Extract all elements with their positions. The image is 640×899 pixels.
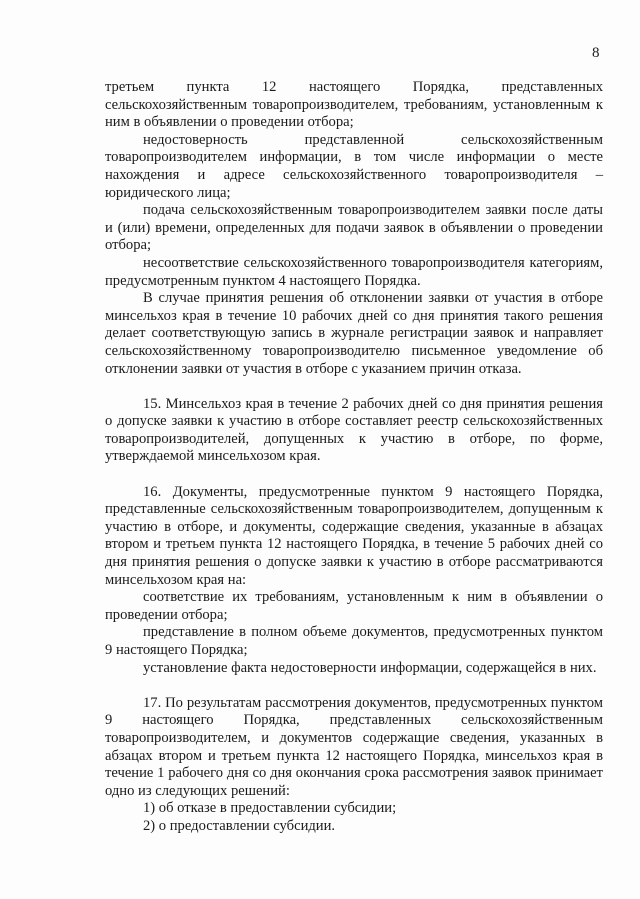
paragraph-clause-16: 16. Документы, предусмотренные пунктом 9 настоящего Порядка, представленные сельскохозяйственным товаропроизводителем, допущенным к участию в отборе, и документы, содержащие сведения, указанные в абзацах втором и третьем пункта 12 настоящего Порядка, в течение 5 рабочих дней со дня принятия решения о допуске заявки к участию в отборе рассматриваются минсельхозом края на: (105, 483, 603, 588)
paragraph-list-item: 1) об отказе в предоставлении субсидии; (143, 800, 397, 817)
paragraph-list-item: несоответствие сельскохозяйственного товаропроизводителя категориям, предусмотренным пунктом 4 настоящего Порядка. (105, 254, 603, 289)
paragraph-list-item: подача сельскохозяйственным товаропроизводителем заявки после даты и (или) времени, определенных для подачи заявок в объявлении о проведении отбора; (105, 202, 603, 254)
paragraph-clause-17: 17. По результатам рассмотрения документов, предусмотренных пунктом 9 настоящего Порядка, представленных сельскохозяйственным товаропроизводителем, и документов содержащие сведения, указанных в абзацах втором и третьем пункта 12 настоящего Порядка, минсельхоз края в течение 1 рабочего дня со дня окончания срока рассмотрения заявок принимает одно из следующих решений: (105, 694, 603, 799)
paragraph-list-item: 2) о предоставлении субсидии. (143, 817, 336, 834)
document-body (105, 79, 603, 836)
paragraph-list-item: представление в полном объеме документов, предусмотренных пунктом 9 настоящего Порядка; (105, 624, 603, 658)
page-number: 8 (592, 45, 600, 61)
paragraph-list-item: установление факта недостоверности информации, содержащейся в них. (143, 659, 597, 676)
paragraph-clause-15: 15. Минсельхоз края в течение 2 рабочих дней со дня принятия решения о допуске заявки к участию в отборе составляет реестр сельскохозяйственных товаропроизводителей, допущенных к участию в отборе, по форме, утверждаемой минсельхозом края. (105, 395, 603, 465)
paragraph-list-item: недостоверность представленной сельскохозяйственным товаропроизводителем информации, в том числе информации о месте нахождения и адресе сельскохозяйственного товаропроизводителя – юридического лица; (105, 131, 603, 201)
paragraph: В случае принятия решения об отклонении заявки от участия в отборе минсельхоз края в течение 10 рабочих дней со дня принятия такого решения делает соответствующую запись в журнале регистрации заявок и направляет сельскохозяйственному товаропроизводителю письменное уведомление об отклонении заявки от участия в отборе с указанием причин отказа. (105, 290, 603, 377)
paragraph-continuation: третьем пункта 12 настоящего Порядка, представленных сельскохозяйственным товаропроизводителем, требованиям, установленным к ним в объявлении о проведении отбора; (105, 79, 603, 131)
paragraph-list-item: соответствие их требованиям, установленным к ним в объявлении о проведении отбора; (105, 589, 603, 623)
